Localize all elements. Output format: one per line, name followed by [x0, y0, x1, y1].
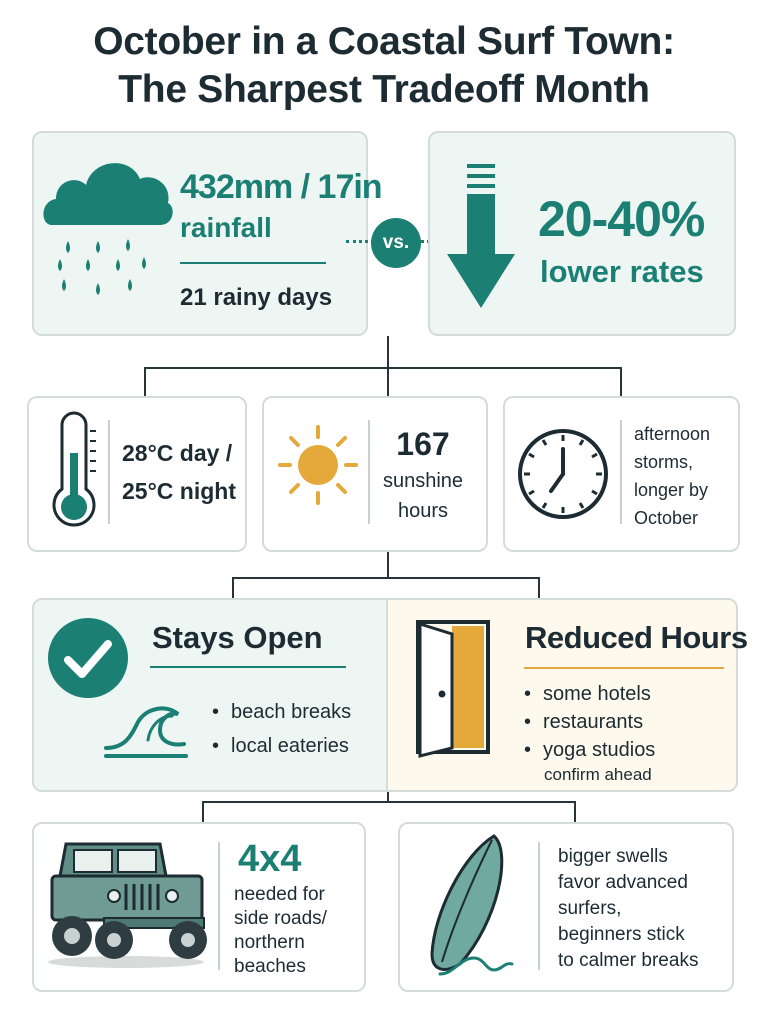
vs-badge [371, 218, 421, 268]
sunshine-value: 167 [396, 426, 450, 462]
door-icon [414, 618, 492, 758]
storms-line-2: storms, [634, 452, 694, 472]
page-title [0, 18, 768, 114]
sunshine-line-1: sunshine [382, 470, 464, 492]
connector-bar-2 [232, 577, 540, 579]
rainfall-amount: 432mm / 17in [180, 168, 382, 206]
connector-drop-3b [574, 801, 576, 823]
surf-line-5: to calmer breaks [558, 950, 699, 971]
rain-cloud-icon [40, 145, 175, 305]
connector-drop-1c [620, 367, 622, 397]
surfboard-icon [420, 832, 530, 980]
stays-open-list [212, 698, 351, 760]
transport-line-3: northern [234, 932, 305, 953]
transport-line-1: needed for [234, 884, 325, 905]
rates-label: lower rates [540, 254, 704, 289]
storms-line-3: longer by [634, 480, 709, 500]
temperature-line-1: 28°C day / [122, 440, 233, 466]
list-item: • local eateries [212, 732, 351, 760]
surf-line-4: beginners stick [558, 924, 685, 945]
connector-bar-1 [144, 367, 622, 369]
connector-drop-3a [202, 801, 204, 823]
connector-bar-3 [202, 801, 576, 803]
reduced-hours-note: confirm ahead [544, 765, 652, 784]
connector-stem-1 [387, 336, 389, 368]
list-item: • beach breaks [212, 698, 351, 726]
rainfall-divider [180, 262, 326, 264]
connector-drop-1b [387, 367, 389, 397]
sunshine-line-2: hours [397, 500, 449, 522]
connector-drop-2b [538, 577, 540, 599]
surf-line-2: favor advanced [558, 872, 688, 893]
rainfall-label: rainfall [180, 212, 272, 243]
storms-divider [620, 420, 622, 524]
reduced-hours-heading: Reduced Hours [525, 620, 748, 655]
reduced-hours-underline [524, 667, 724, 669]
transport-value: 4x4 [238, 838, 302, 880]
surf-line-1: bigger swells [558, 846, 668, 867]
rates-value: 20-40% [538, 191, 705, 247]
storms-line-1: afternoon [634, 424, 711, 444]
vs-label: vs. [382, 232, 410, 253]
sunshine-divider [368, 420, 370, 524]
clock-icon [516, 427, 610, 521]
transport-line-2: side roads/ [234, 908, 327, 929]
vs-dots-left [346, 240, 374, 243]
temperature-divider [108, 420, 110, 524]
rainy-days: 21 rainy days [180, 284, 333, 311]
connector-stem-2 [387, 552, 389, 578]
storms-line-4: October [634, 508, 699, 528]
temperature-line-2: 25°C night [122, 478, 236, 504]
thermometer-icon [48, 413, 100, 535]
down-arrow-icon [447, 158, 515, 310]
list-item: • some hotels [524, 680, 655, 708]
connector-drop-2a [232, 577, 234, 599]
surf-divider [538, 842, 540, 970]
stays-open-heading: Stays Open [152, 620, 323, 655]
jeep-icon [42, 836, 210, 972]
transport-divider [218, 842, 220, 970]
wave-icon [102, 700, 192, 760]
connector-drop-1a [144, 367, 146, 397]
checkmark-icon [46, 616, 130, 700]
title-line-2: The Sharpest Tradeoff Month [118, 68, 650, 111]
list-item: • restaurants [524, 708, 655, 736]
sun-icon [278, 425, 358, 505]
reduced-hours-list [524, 680, 655, 764]
list-item: • yoga studios [524, 736, 655, 764]
transport-line-4: beaches [234, 956, 306, 977]
title-line-1: October in a Coastal Surf Town: [93, 20, 675, 63]
stays-open-underline [150, 666, 346, 668]
surf-line-3: surfers, [558, 898, 622, 919]
